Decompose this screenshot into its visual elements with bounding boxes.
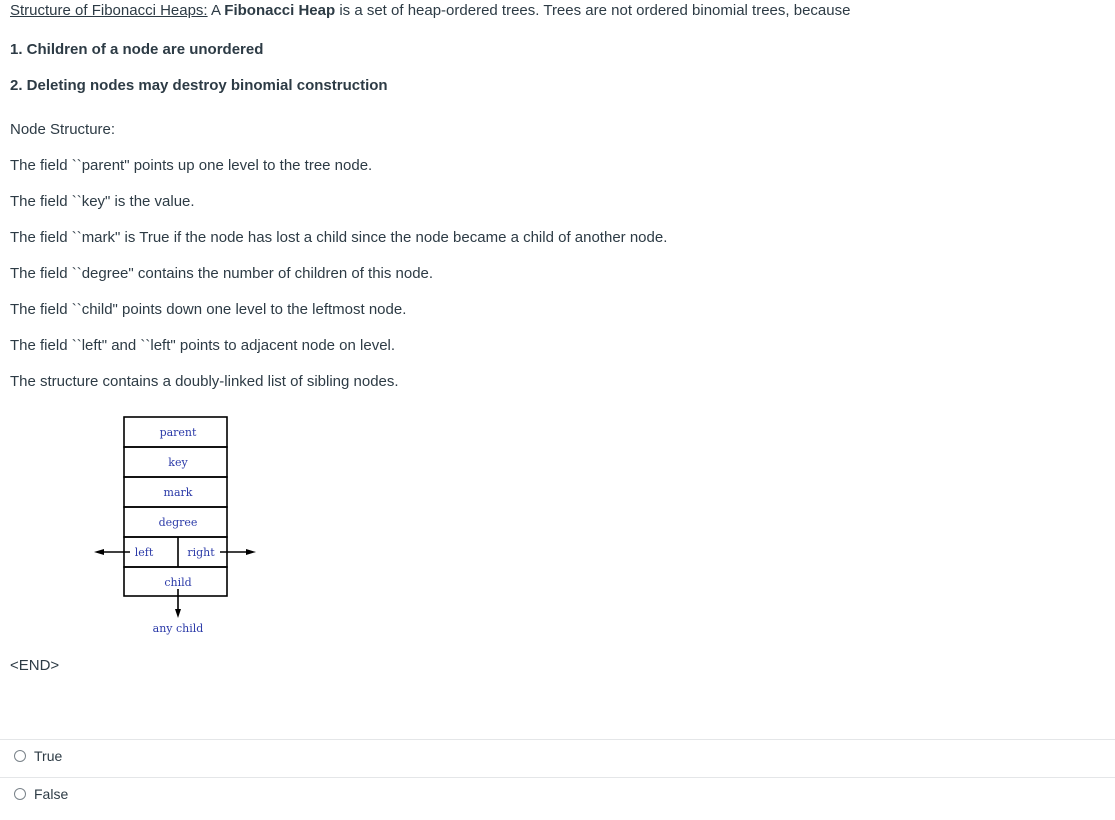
intro-pre: A xyxy=(210,2,225,19)
intro-bold: Fibonacci Heap xyxy=(224,2,336,19)
answer-false[interactable] xyxy=(14,786,68,802)
true-label[interactable]: True xyxy=(34,748,63,764)
parent-label: parent xyxy=(159,426,197,439)
field-left-text: The field ``left" and ``left" points to adjacent node on level. xyxy=(10,337,396,354)
field-mark-text: The field ``mark" is True if the node has lost a child since the node became a child of another node. xyxy=(10,229,668,246)
node-structure-heading: Node Structure: xyxy=(10,121,116,138)
field-parent-text: The field ``parent" points up one level to the tree node. xyxy=(10,157,373,174)
answer-divider-middle xyxy=(0,777,1115,778)
true-radio[interactable] xyxy=(14,750,26,762)
degree-label: degree xyxy=(158,516,198,529)
question-title-link[interactable]: Structure of Fibonacci Heaps: xyxy=(10,2,208,19)
end-marker: <END> xyxy=(10,657,60,674)
child-label: child xyxy=(164,576,192,589)
right-label: right xyxy=(187,546,215,559)
any-child-label: any child xyxy=(152,622,204,635)
answer-divider-top xyxy=(0,739,1115,740)
reason-1: 1. Children of a node are unordered xyxy=(10,41,264,58)
field-key-text: The field ``key" is the value. xyxy=(10,193,195,210)
structure-text: The structure contains a doubly-linked list of sibling nodes. xyxy=(10,373,399,390)
reason-2: 2. Deleting nodes may destroy binomial construction xyxy=(10,77,388,94)
false-label[interactable]: False xyxy=(34,786,69,802)
node-structure-diagram xyxy=(90,410,270,640)
left-label: left xyxy=(134,546,154,559)
answer-true[interactable] xyxy=(14,748,62,764)
right-arrow-head xyxy=(246,549,256,555)
field-degree-text: The field ``degree" contains the number of children of this node. xyxy=(10,265,434,282)
key-label: key xyxy=(168,456,188,469)
left-arrow-head xyxy=(94,549,104,555)
intro-post: is a set of heap-ordered trees. Trees are not ordered binomial trees, because xyxy=(335,2,851,19)
question-intro xyxy=(10,1,850,21)
mark-label: mark xyxy=(163,486,193,499)
down-arrow-head xyxy=(175,609,181,618)
false-radio[interactable] xyxy=(14,788,26,800)
field-child-text: The field ``child" points down one level to the leftmost node. xyxy=(10,301,407,318)
